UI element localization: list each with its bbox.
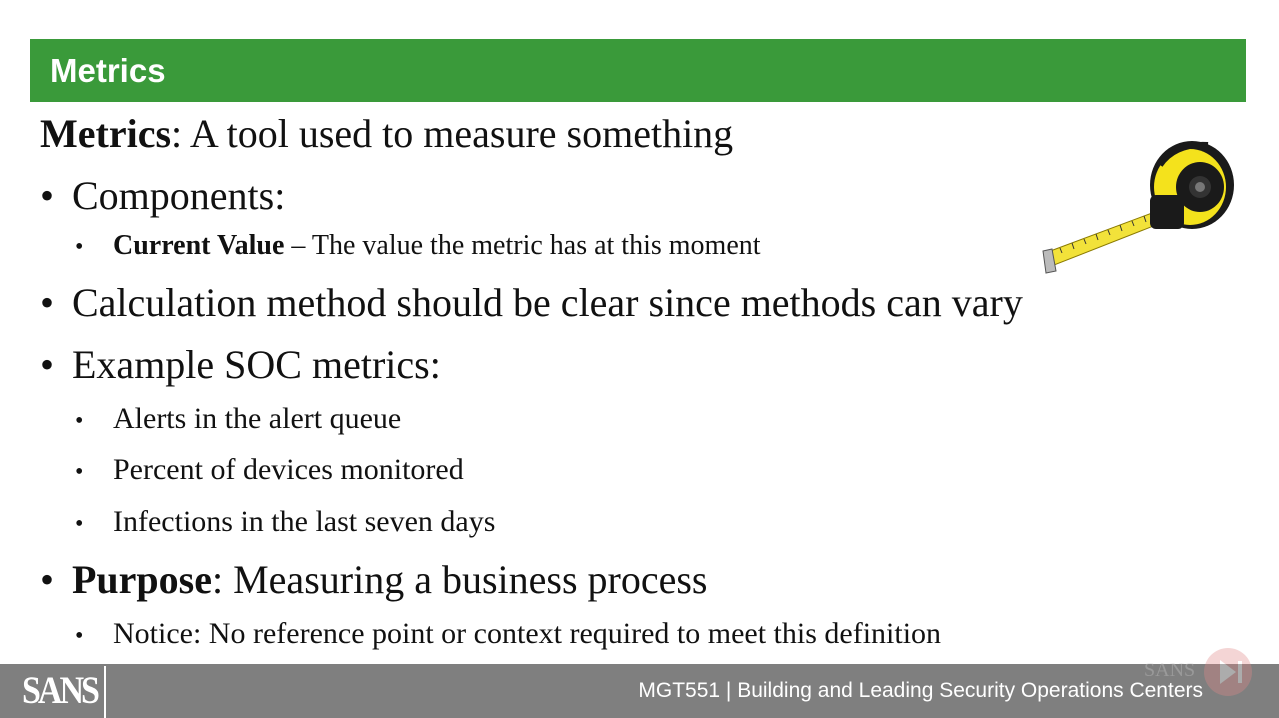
bullet-icon: • bbox=[75, 458, 84, 485]
bullet-icon: • bbox=[40, 280, 55, 325]
footer-divider bbox=[104, 666, 106, 718]
bullet-text: : Measuring a business process bbox=[212, 557, 708, 602]
slide-title: Metrics bbox=[50, 52, 166, 89]
sub-bullet-alerts bbox=[75, 402, 401, 435]
bullet-calculation bbox=[40, 281, 1023, 325]
bullet-icon: • bbox=[75, 622, 84, 649]
bullet-components bbox=[40, 174, 285, 218]
sub-bullet-current-value bbox=[75, 231, 761, 262]
sub-bullet-text: – The value the metric has at this moment bbox=[284, 230, 761, 261]
bullet-icon: • bbox=[40, 342, 55, 387]
bullet-icon: • bbox=[75, 407, 84, 434]
sub-bullet-devices bbox=[75, 453, 464, 486]
title-bar bbox=[30, 39, 1246, 102]
term-metrics: Metrics bbox=[40, 111, 172, 156]
bullet-icon: • bbox=[75, 234, 84, 261]
svg-text:SANS: SANS bbox=[1144, 659, 1196, 681]
sans-logo: SANS bbox=[22, 669, 97, 713]
term-current-value: Current Value bbox=[113, 230, 285, 261]
bullet-icon: • bbox=[40, 173, 55, 218]
sub-bullet-text: Alerts in the alert queue bbox=[113, 402, 402, 435]
bullet-icon: • bbox=[75, 510, 84, 537]
sub-bullet-notice bbox=[75, 617, 941, 650]
sub-bullet-infections bbox=[75, 505, 495, 538]
sub-bullet-text: Infections in the last seven days bbox=[113, 505, 496, 538]
course-title: MGT551 | Building and Leading Security Operations Centers bbox=[638, 679, 1203, 702]
bullet-example-metrics bbox=[40, 343, 441, 387]
bullet-text: Calculation method should be clear since methods can vary bbox=[72, 280, 1023, 325]
definition-text: : A tool used to measure something bbox=[171, 111, 734, 156]
bullet-purpose bbox=[40, 558, 707, 602]
definition-line bbox=[40, 112, 733, 156]
sub-bullet-text: Percent of devices monitored bbox=[113, 453, 464, 486]
ondemand-watermark-icon bbox=[1140, 646, 1260, 706]
footer-bar bbox=[0, 664, 1279, 718]
bullet-text: Example SOC metrics: bbox=[72, 342, 441, 387]
bullet-text: Components: bbox=[72, 173, 286, 218]
sub-bullet-text: Notice: No reference point or context required to meet this definition bbox=[113, 617, 942, 650]
term-purpose: Purpose bbox=[72, 557, 212, 602]
bullet-icon: • bbox=[40, 557, 55, 602]
tape-measure-icon bbox=[1040, 135, 1240, 275]
